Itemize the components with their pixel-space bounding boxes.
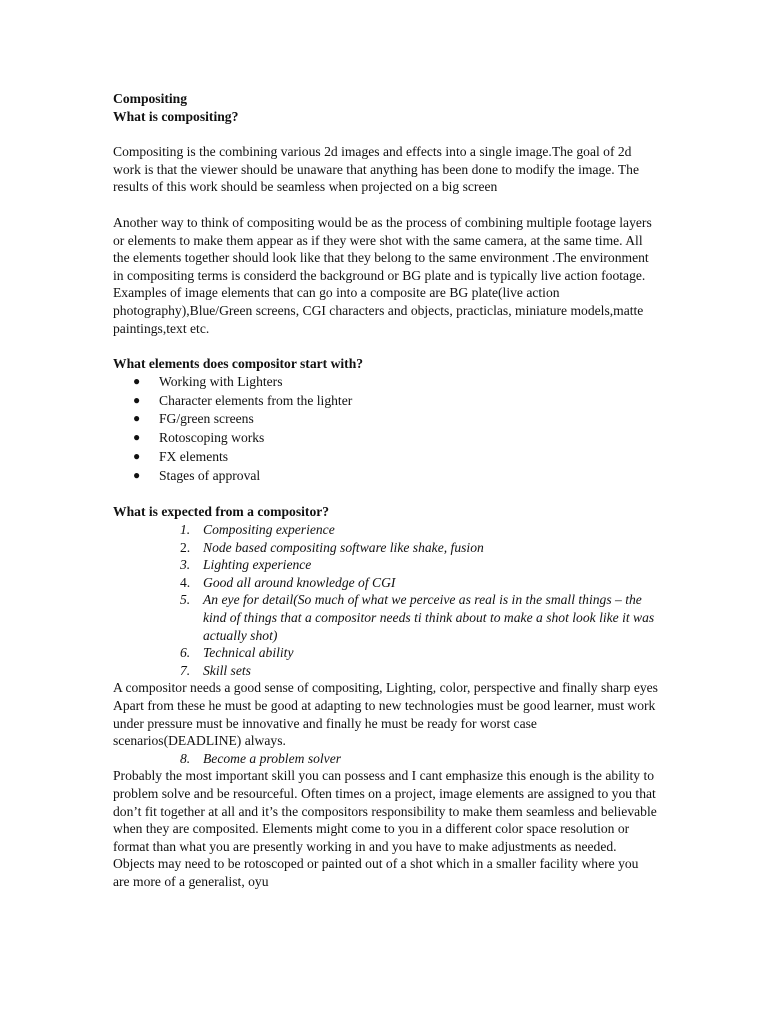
list-item: 5. An eye for detail(So much of what we perceive as real is in the small things – the kind of things that a compositor needs ti think about to make a shot look like it was actually shot): [180, 592, 655, 643]
expected-list-continued: [113, 750, 658, 768]
list-item: ● FX elements: [133, 448, 229, 464]
list-item: ● Working with Lighters: [133, 373, 283, 389]
bullet-icon: ●: [133, 392, 141, 407]
bullet-icon: ●: [133, 411, 141, 426]
list-item: ● FG/green screens: [133, 411, 254, 427]
list-item: 4. Good all around knowledge of CGI: [180, 574, 396, 590]
spacer: [113, 196, 658, 214]
section-heading-elements: What elements does compositor start with?: [113, 356, 364, 372]
list-item: 6. Technical ability: [180, 645, 294, 661]
bullet-icon: ●: [133, 467, 141, 482]
bullet-icon: ●: [133, 448, 141, 463]
list-item: ● Character elements from the lighter: [133, 392, 353, 408]
elements-list: [113, 373, 658, 485]
list-item: 2. Node based compositing software like shake, fusion: [180, 539, 484, 555]
list-item: ● Stages of approval: [133, 467, 261, 483]
list-item: 7. Skill sets: [180, 662, 251, 678]
bullet-icon: ●: [133, 430, 141, 445]
document-title: Compositing: [113, 91, 188, 106]
paragraph-definition: Compositing is the combining various 2d images and effects into a single image.The goal of 2d work is that the viewer should be unaware that anything has been done to modify the image. The results of this work should be seamless when projected on a big screen: [113, 144, 639, 195]
paragraph-problem-solving: Probably the most important skill you can possess and I cant emphasize this enough is the ability to problem solve and be resourceful. Often times on a project, image elements are assigned to you that don’t fit together at all and it’s the compositors responsibility to make them seamless and believable when they are composited. Elements might come to you in a different color space resolution or format than what you are presently working in and you have to make adjustments as needed. Objects may need to be rotoscoped or painted out of a shot which in a smaller facility where you are more of a generalist, oyu: [113, 768, 657, 889]
paragraph-apart-from: Apart from these he must be good at adapting to new technologies must be good learner, must work under pressure must be innovative and finally he must be ready for worst case scenarios(DEADLINE) always.: [113, 697, 656, 749]
document-page: [113, 90, 658, 890]
paragraph-good-sense: A compositor needs a good sense of compositing, Lighting, color, perspective and finally sharp eyes: [113, 680, 658, 696]
bullet-icon: ●: [133, 373, 141, 388]
section-heading-expected: What is expected from a compositor?: [113, 504, 330, 520]
list-item: ● Rotoscoping works: [133, 430, 265, 446]
list-item: 1. Compositing experience: [180, 522, 335, 537]
spacer: [113, 485, 658, 503]
spacer: [113, 337, 658, 355]
list-item: 3. Lighting experience: [180, 557, 312, 573]
paragraph-another-way: Another way to think of compositing would be as the process of combining multiple footage layers or elements to make them appear as if they were shot with the same camera, at the same time. All the elements together should look like that they belong to the same environment .The environment in compositing terms is considerd the background or BG plate and is typically live action footage. Examples of image elements that can go into a composite are BG plate(live action photography),Blue/Green screens, CGI characters and objects, practiclas, miniature models,matte paintings,text etc.: [113, 214, 652, 336]
section-heading-what-is-compositing: What is compositing?: [113, 108, 239, 124]
expected-list: [113, 521, 658, 679]
spacer: [113, 125, 658, 143]
list-item: 8. Become a problem solver: [180, 750, 342, 766]
